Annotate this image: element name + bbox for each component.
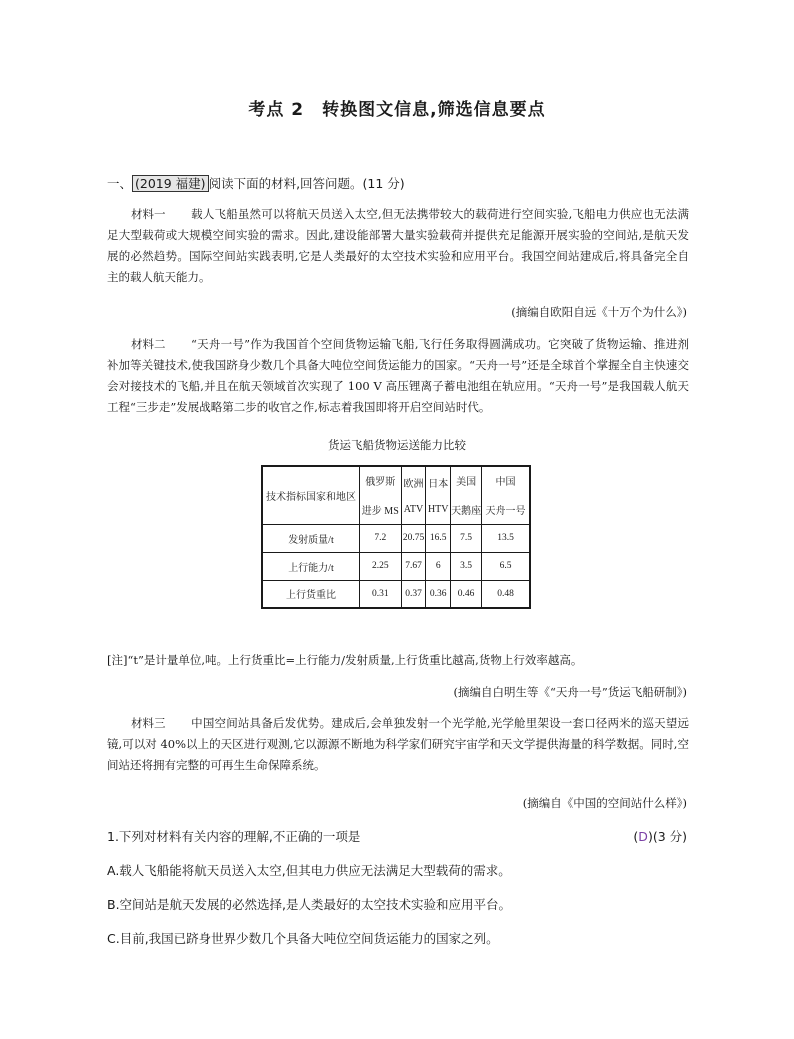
page-title: 考点 2 转换图文信息,筛选信息要点 bbox=[248, 100, 546, 120]
option-c: C.目前,我国已跻身世界少数几个具备大吨位空间货运能力的国家之列。 bbox=[107, 931, 499, 946]
table-cell: 7.5 bbox=[451, 524, 482, 552]
material-3-text: 中国空间站具备后发优势。建成后,会单独发射一个光学舱,光学舱里架设一套口径两米的巡天望远镜,可以对 40%以上的天区进行观测,它以源源不断地为科学家们研究宇宙学和天文学提供海量的科学数据。同时,空间站还将拥有完整的可再生生命保障系统。 bbox=[107, 716, 689, 772]
table-cell: 0.48 bbox=[482, 580, 530, 608]
material-2-source: (摘编自白明生等《“天舟一号”货运飞船研制》) bbox=[453, 685, 687, 699]
table-header-cell: 俄罗斯 进步 MS bbox=[359, 466, 401, 524]
material-1 bbox=[107, 204, 689, 288]
source-tag: (2019 福建) bbox=[132, 175, 209, 192]
table-row-label: 上行货重比 bbox=[262, 580, 359, 608]
material-3-source: (摘编自《中国的空间站什么样》) bbox=[522, 796, 687, 810]
table-row bbox=[262, 580, 530, 608]
table-row bbox=[262, 552, 530, 580]
table-header-cell: 日本 HTV bbox=[426, 466, 451, 524]
table-cell: 13.5 bbox=[482, 524, 530, 552]
table-row-label: 发射质量/t bbox=[262, 524, 359, 552]
table-header-cell: 中国 天舟一号 bbox=[482, 466, 530, 524]
table-cell: 2.25 bbox=[359, 552, 401, 580]
table-header-row bbox=[262, 466, 530, 524]
table-row-label: 上行能力/t bbox=[262, 552, 359, 580]
table-caption: 货运飞船货物运送能力比较 bbox=[328, 438, 466, 452]
material-1-text: 载人飞船虽然可以将航天员送入太空,但无法携带较大的载荷进行空间实验,飞船电力供应也无法满足大型载荷或大规模空间实验的需求。因此,建设能部署大量实验载荷并提供充足能源开展实验的空间站,是航天发展的必然趋势。国际空间站实践表明,它是人类最好的太空技术实验和应用平台。我国空间站建成后,将具备完全自主的载人航天能力。 bbox=[107, 207, 689, 284]
question-1-stem: 1.下列对材料有关内容的理解,不正确的一项是 bbox=[107, 829, 361, 844]
table-cell: 0.37 bbox=[401, 580, 426, 608]
table-cell: 6 bbox=[426, 552, 451, 580]
material-3-label: 材料三 bbox=[131, 716, 166, 730]
answer-key: D bbox=[638, 829, 648, 844]
table-cell: 6.5 bbox=[482, 552, 530, 580]
table-cell: 7.67 bbox=[401, 552, 426, 580]
table-corner-label: 技术指标国家和地区 bbox=[262, 466, 359, 524]
material-3 bbox=[107, 713, 689, 776]
option-b: B.空间站是航天发展的必然选择,是人类最好的太空技术实验和应用平台。 bbox=[107, 897, 512, 912]
table-header-cell: 美国 天鹅座 bbox=[451, 466, 482, 524]
question-instruction: 阅读下面的材料,回答问题。(11 分) bbox=[208, 176, 405, 191]
material-2 bbox=[107, 334, 689, 418]
table-row bbox=[262, 524, 530, 552]
table-cell: 0.46 bbox=[451, 580, 482, 608]
table-header-cell: 欧洲 ATV bbox=[401, 466, 426, 524]
question-1 bbox=[107, 827, 687, 845]
table-cell: 0.36 bbox=[426, 580, 451, 608]
question-header bbox=[107, 174, 405, 192]
material-2-text: “天舟一号”作为我国首个空间货物运输飞船,飞行任务取得圆满成功。它突破了货物运输、推进剂补加等关键技术,使我国跻身少数几个具备大吨位空间货运能力的国家。“天舟一号”还是全球首个掌握全自主快速交会对接技术的飞船,并且在航天领域首次实现了 100 V 高压锂离子蓄电池组在轨应用。“天舟一号”是我国载人航天工程“三步走”发展战略第二步的收官之作,标志着我国即将开启空间站时代。 bbox=[107, 337, 689, 414]
material-1-label: 材料一 bbox=[131, 207, 166, 221]
question-number: 一、 bbox=[107, 176, 133, 191]
table-cell: 16.5 bbox=[426, 524, 451, 552]
table-cell: 3.5 bbox=[451, 552, 482, 580]
material-2-label: 材料二 bbox=[131, 337, 166, 351]
table-cell: 7.2 bbox=[359, 524, 401, 552]
option-a: A.载人飞船能将航天员送入太空,但其电力供应无法满足大型载荷的需求。 bbox=[107, 863, 511, 878]
comparison-table bbox=[261, 465, 531, 609]
material-1-source: (摘编自欧阳自远《十万个为什么》) bbox=[511, 305, 687, 319]
table-cell: 0.31 bbox=[359, 580, 401, 608]
answer-box: (D)(3 分) bbox=[633, 829, 687, 844]
table-note: [注]“t”是计量单位,吨。上行货重比=上行能力/发射质量,上行货重比越高,货物上行效率越高。 bbox=[107, 653, 583, 667]
table-cell: 20.75 bbox=[401, 524, 426, 552]
